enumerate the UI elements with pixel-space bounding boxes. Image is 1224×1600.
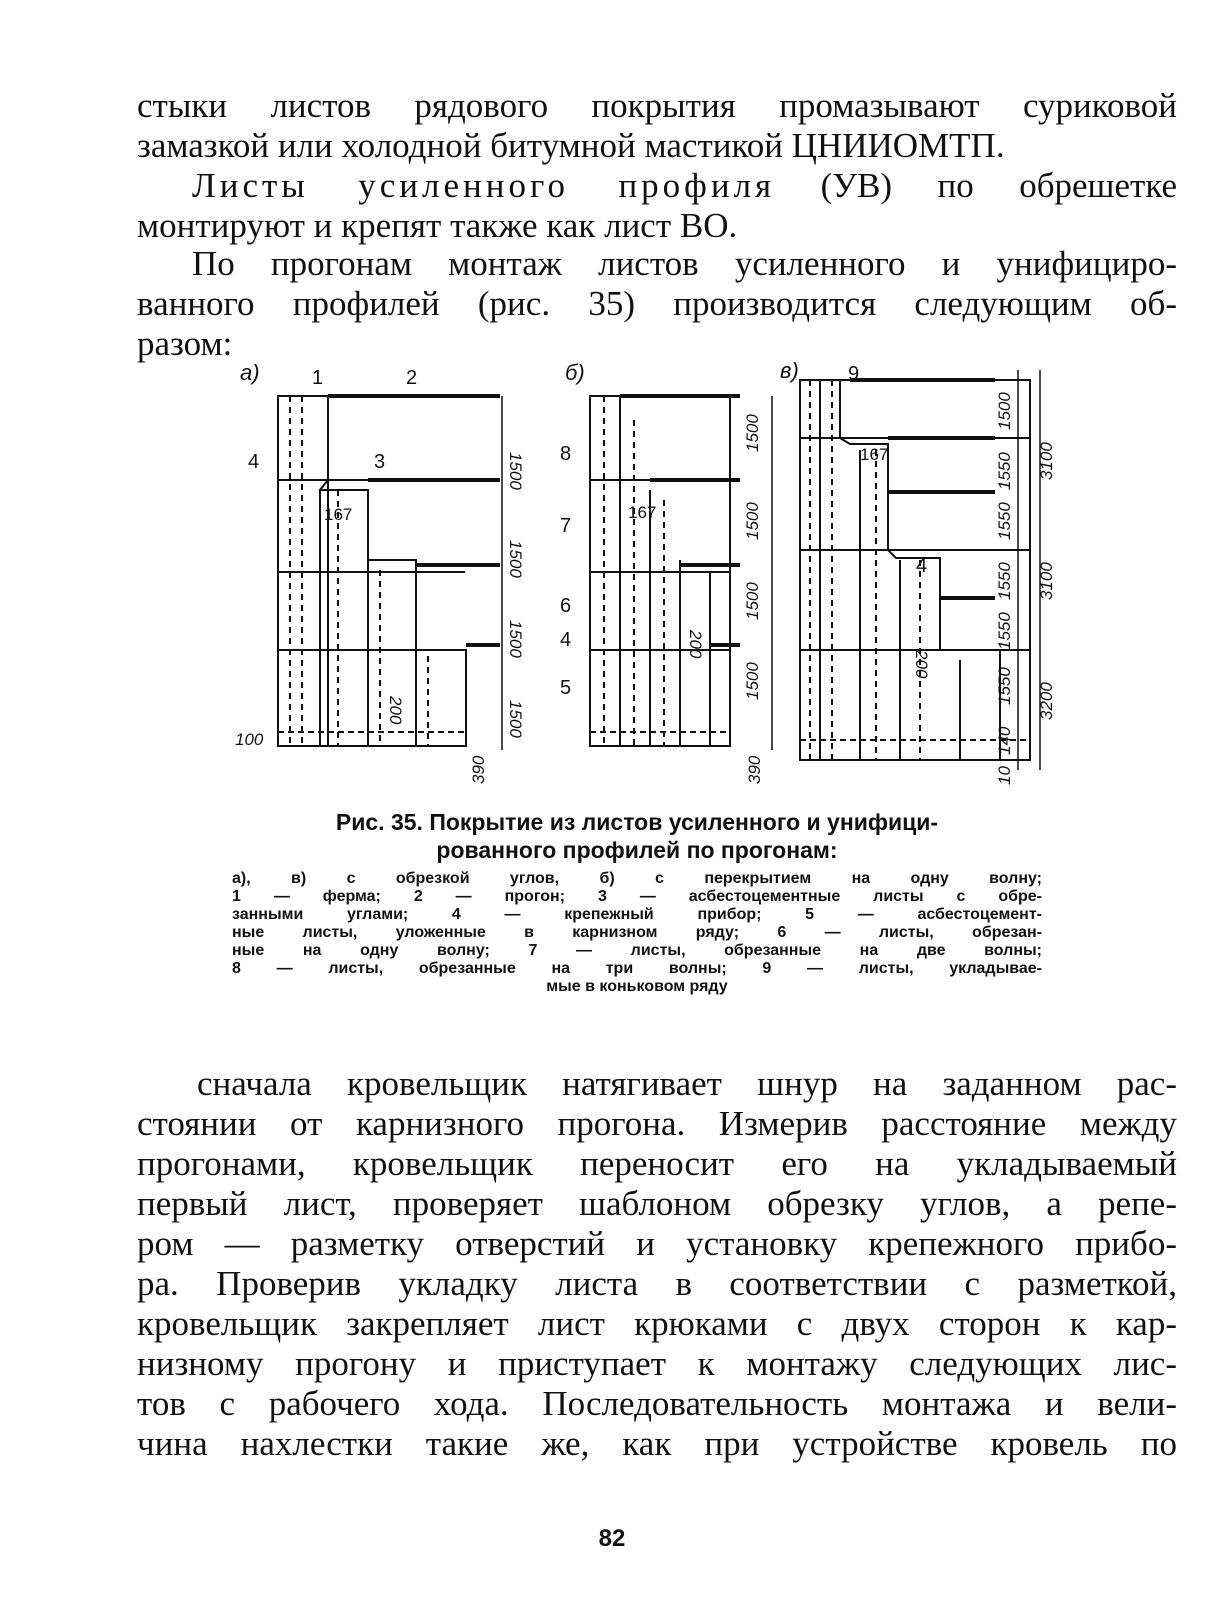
caption-line: занными углами; 4 — крепежный прибор; 5 — асбестоцемент-	[232, 906, 1042, 923]
text-line: сначала кровельщик натягивает шнур на заданном рас-	[197, 1064, 1177, 1103]
roof-sheet-diagram	[220, 360, 1060, 800]
dim-b-1500-1: 1500	[743, 414, 762, 452]
callout-c-9: 9	[848, 363, 860, 385]
dim-b-1500-3: 1500	[743, 582, 762, 620]
figure-35	[220, 360, 1060, 800]
dim-b-1500-2: 1500	[743, 502, 762, 540]
caption-title-line: рованного профилей по прогонам:	[436, 837, 838, 863]
callout-b-6: 6	[560, 595, 572, 617]
paragraph-4	[137, 1064, 1177, 1464]
dim-c-10: 10	[995, 766, 1014, 785]
dim-c-167: 167	[860, 445, 889, 464]
paragraph-3	[137, 244, 1177, 364]
text-line: низному прогону и приступает к монтажу следующих лис-	[137, 1344, 1177, 1383]
text-line: ванного профилей (рис. 35) производится следующим об-	[137, 284, 1177, 323]
page-number: 82	[598, 1525, 626, 1552]
dim-b-390: 390	[745, 755, 764, 784]
dim-a-1500-2: 1500	[506, 540, 525, 578]
caption-body	[232, 870, 1042, 996]
dim-c-3200: 3200	[1037, 682, 1056, 720]
callout-b-4: 4	[560, 629, 572, 651]
dim-a-1500-4: 1500	[506, 700, 525, 738]
caption-line: 8 — листы, обрезанные на три волны; 9 — листы, укладывае-	[232, 960, 1042, 977]
dim-c-3100-1: 3100	[1037, 442, 1056, 480]
dim-b-200: 200	[686, 630, 705, 659]
callout-a-3: 3	[374, 451, 386, 473]
callout-b-7: 7	[560, 515, 572, 537]
dim-c-1550-4: 1550	[995, 612, 1014, 650]
spaced-emphasis: Листы усиленного профиля	[192, 166, 776, 205]
dim-c-200: 200	[912, 650, 931, 679]
dim-a-200: 200	[386, 696, 405, 725]
text-line: замазкой или холодной битумной мастикой ЦНИИОМТП.	[137, 126, 1005, 165]
callout-c-4: 4	[916, 555, 928, 577]
text-line: стоянии от карнизного прогона. Измерив расстояние между	[137, 1104, 1177, 1143]
caption-line: мые в коньковом ряду	[546, 978, 728, 995]
text-line	[137, 166, 1177, 206]
dim-c-140: 140	[995, 726, 1014, 755]
dim-c-1550-2: 1550	[995, 502, 1014, 540]
text-line: прогонами, кровельщик переносит его на укладываемый	[137, 1144, 1177, 1183]
panel-label-a: а)	[240, 360, 260, 385]
callout-a-1: 1	[312, 367, 324, 389]
dim-c-1500: 1500	[995, 392, 1014, 430]
dim-c-3100-2: 3100	[1037, 562, 1056, 600]
callout-b-8: 8	[560, 443, 572, 465]
dim-a-100: 100	[235, 730, 264, 749]
text-line: чина нахлестки такие же, как при устройстве кровель по	[137, 1424, 1177, 1463]
caption-title	[232, 808, 1042, 864]
text-line: стыки листов рядового покрытия промазывают суриковой	[137, 86, 1177, 125]
paragraph-1	[137, 86, 1177, 166]
dim-b-167: 167	[628, 503, 657, 522]
text-line: ром — разметку отверстий и установку крепежного прибо-	[137, 1224, 1177, 1263]
caption-line: 1 — ферма; 2 — прогон; 3 — асбестоцементные листы с обре-	[232, 888, 1042, 905]
text-line: монтируют и крепят также как лист ВО.	[137, 206, 738, 245]
figure-caption	[232, 808, 1042, 996]
text-line: кровельщик закрепляет лист крюками с двух сторон к кар-	[137, 1304, 1177, 1343]
dim-a-390: 390	[469, 755, 488, 784]
callout-a-2: 2	[406, 367, 418, 389]
dim-a-1500-3: 1500	[506, 620, 525, 658]
dim-c-1550-3: 1550	[995, 562, 1014, 600]
panel-label-b: б)	[565, 360, 585, 385]
text-line: По прогонам монтаж листов усиленного и унифициро-	[192, 244, 1177, 283]
callout-a-4: 4	[248, 451, 260, 473]
caption-title-line: Рис. 35. Покрытие из листов усиленного и унифици-	[335, 809, 939, 835]
text-line: тов с рабочего хода. Последовательность монтажа и вели-	[137, 1384, 1177, 1423]
dim-a-167: 167	[324, 505, 353, 524]
dim-c-1550-5: 1550	[995, 667, 1014, 705]
text-fragment: (УВ) по обрешетке	[775, 166, 1177, 205]
caption-line: ные листы, уложенные в карнизном ряду; 6 — листы, обрезан-	[232, 924, 1042, 941]
callout-b-5: 5	[560, 677, 572, 699]
caption-line: ные на одну волну; 7 — листы, обрезанные на две волны;	[232, 942, 1042, 959]
dim-b-1500-4: 1500	[743, 662, 762, 700]
text-line: разом:	[137, 324, 233, 363]
text-line: ра. Проверив укладку листа в соответствии с разметкой,	[137, 1264, 1177, 1303]
text-line: первый лист, проверяет шаблоном обрезку углов, а репе-	[137, 1184, 1177, 1223]
dim-a-1500-1: 1500	[506, 452, 525, 490]
panel-label-c: в)	[780, 360, 799, 383]
caption-line: а), в) с обрезкой углов, б) с перекрытием на одну волну;	[232, 870, 1042, 887]
paragraph-2	[137, 166, 1177, 246]
dim-c-1550-1: 1550	[995, 452, 1014, 490]
